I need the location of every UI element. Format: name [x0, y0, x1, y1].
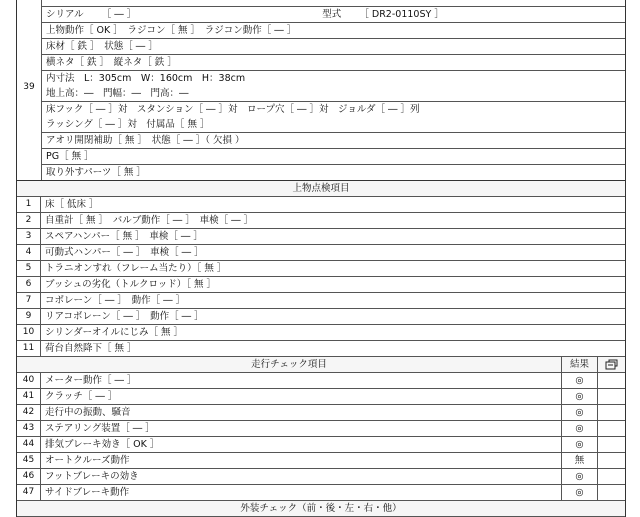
exterior-section-title: 外装チェック（前・後・左・右・他） — [240, 503, 402, 514]
item-39-lines — [42, 0, 625, 180]
upper-item-text: 荷台自然降下［ 無 ］ — [45, 343, 137, 354]
upper-item-row — [17, 213, 625, 229]
item-39-line-7 — [42, 102, 625, 117]
item-39-line-9-text: アオリ開閉補助［ 無 ］ 状態［ ― ］（ 欠損 ） — [46, 135, 245, 146]
driving-item-blank — [597, 485, 625, 500]
upper-item-no: 6 — [17, 277, 41, 292]
driving-item-result: ◎ — [561, 421, 597, 436]
item-39-line-10 — [42, 149, 625, 165]
driving-item-row — [17, 437, 625, 453]
driving-item-row — [17, 469, 625, 485]
item-39-line-0 — [42, 0, 625, 7]
item-39-line-10-text: PG［ 無 ］ — [46, 151, 94, 162]
item-39-serial-cell — [42, 7, 625, 22]
upper-item-text: 可動式ハンパー［ ― ］ 車検［ ― ］ — [45, 247, 204, 258]
driving-item-no: 44 — [17, 437, 41, 452]
upper-item-no: 4 — [17, 245, 41, 260]
driving-item-no: 43 — [17, 421, 41, 436]
upper-item-no: 11 — [17, 341, 41, 356]
item-39-line-2 — [42, 23, 625, 39]
item-39-line-0-text — [42, 0, 625, 6]
upper-item-text: 自重計［ 無 ］ バルブ動作［ ― ］ 車検［ ― ］ — [45, 215, 254, 226]
driving-item-text: 排気ブレーキ効き［ OK ］ — [45, 439, 160, 450]
driving-section-header — [17, 357, 625, 373]
serial-value: ［ ― ］ — [101, 9, 137, 20]
upper-item-row — [17, 245, 625, 261]
model-label: 型式 — [322, 9, 342, 20]
item-39-line-5 — [42, 71, 625, 86]
driving-item-result: ◎ — [561, 389, 597, 404]
upper-item-row — [17, 277, 625, 293]
upper-section-title: 上物点検項目 — [292, 183, 350, 194]
driving-item-result: 無 — [561, 453, 597, 468]
item-39-line-8-text: ラッシング［ ― ］対 付属品［ 無 ］ — [46, 119, 210, 130]
upper-item-row — [17, 197, 625, 213]
driving-item-text: オートクルーズ動作 — [45, 455, 130, 466]
item-39-line-6-text: 地上高：― 門幅：― 門高：― — [46, 88, 189, 99]
item-39-line-8 — [42, 117, 625, 133]
item-39-line-6 — [42, 86, 625, 102]
item-39-line-11-text: 取り外すパーツ［ 無 ］ — [46, 167, 146, 178]
upper-item-row — [17, 261, 625, 277]
driving-item-result: ◎ — [561, 469, 597, 484]
driving-item-no: 45 — [17, 453, 41, 468]
serial-label: シリアル — [46, 9, 84, 20]
item-39-line-4 — [42, 55, 625, 71]
upper-item-no: 5 — [17, 261, 41, 276]
driving-item-text: フットブレーキの効き — [45, 471, 139, 482]
driving-item-no: 40 — [17, 373, 41, 388]
driving-item-blank — [597, 389, 625, 404]
upper-section-header — [17, 181, 625, 197]
inspection-table — [16, 0, 626, 517]
upper-item-row — [17, 229, 625, 245]
upper-item-no: 3 — [17, 229, 41, 244]
driving-item-blank — [597, 453, 625, 468]
driving-item-text: クラッチ［ ― ］ — [45, 391, 118, 402]
driving-item-no: 47 — [17, 485, 41, 500]
item-39-number: 39 — [17, 0, 42, 180]
item-39-line-2-text: 上物動作［ OK ］ ラジコン［ 無 ］ ラジコン動作［ ― ］ — [46, 25, 297, 36]
driving-item-blank — [597, 405, 625, 420]
driving-item-no: 46 — [17, 469, 41, 484]
result-column-header: 結果 — [561, 357, 597, 372]
driving-item-result: ◎ — [561, 485, 597, 500]
driving-item-text: 走行中の振動、騒音 — [45, 407, 131, 418]
driving-item-result: ◎ — [561, 373, 597, 388]
driving-item-no: 41 — [17, 389, 41, 404]
item-39-serial-row — [42, 7, 625, 23]
driving-item-blank — [597, 469, 625, 484]
item-39-line-3 — [42, 39, 625, 55]
upper-item-text: トラニオンすれ（フレーム当たり）［ 無 ］ — [45, 263, 227, 274]
item-39-block — [17, 0, 625, 181]
upper-item-no: 9 — [17, 309, 41, 324]
upper-item-no: 10 — [17, 325, 41, 340]
driving-item-row — [17, 453, 625, 469]
item-39-line-9 — [42, 133, 625, 149]
upper-item-text: コボレーン［ ― ］ 動作［ ― ］ — [45, 295, 186, 306]
upper-item-text: シリンダーオイルにじみ［ 無 ］ — [45, 327, 183, 338]
driving-item-row — [17, 405, 625, 421]
driving-item-row — [17, 421, 625, 437]
clipboard-icon — [597, 357, 625, 372]
driving-item-blank — [597, 421, 625, 436]
driving-item-blank — [597, 437, 625, 452]
upper-item-text: スペアハンパー［ 無 ］ 車検［ ― ］ — [45, 231, 203, 242]
driving-item-blank — [597, 373, 625, 388]
driving-item-result: ◎ — [561, 405, 597, 420]
exterior-section-header — [17, 501, 625, 517]
model-value: ［ DR2-0110SY ］ — [359, 9, 444, 20]
upper-item-row — [17, 341, 625, 357]
upper-item-row — [17, 293, 625, 309]
upper-item-text: 床［ 低床 ］ — [45, 199, 99, 210]
upper-item-row — [17, 325, 625, 341]
driving-item-row — [17, 485, 625, 501]
upper-item-no: 1 — [17, 197, 41, 212]
driving-item-text: サイドブレーキ動作 — [45, 487, 130, 498]
item-39-line-5-text: 内寸法 L：305cm W：160cm H：38cm — [46, 73, 246, 84]
item-39-line-3-text: 床材［ 鉄 ］ 状態［ ― ］ — [46, 41, 158, 52]
driving-section-title: 走行チェック項目 — [251, 359, 327, 370]
item-39-line-4-text: 横ネタ［ 鉄 ］ 縦ネタ［ 鉄 ］ — [46, 57, 177, 68]
upper-item-text: リアコボレーン［ ― ］ 動作［ ― ］ — [45, 311, 204, 322]
driving-item-row — [17, 389, 625, 405]
upper-item-no: 2 — [17, 213, 41, 228]
driving-item-no: 42 — [17, 405, 41, 420]
upper-item-text: ブッシュの劣化（トルクロッド）［ 無 ］ — [45, 279, 217, 290]
upper-item-row — [17, 309, 625, 325]
driving-item-text: ステアリング装置［ ― ］ — [45, 423, 155, 434]
driving-item-result: ◎ — [561, 437, 597, 452]
driving-item-row — [17, 373, 625, 389]
item-39-line-11 — [42, 165, 625, 180]
driving-item-text: メーター動作［ ― ］ — [45, 375, 137, 386]
upper-item-no: 7 — [17, 293, 41, 308]
item-39-line-7-text: 床フック［ ― ］対 スタンション［ ― ］対 ロープ穴［ ― ］対 ジョルダ［ ― ］列 — [46, 104, 420, 115]
